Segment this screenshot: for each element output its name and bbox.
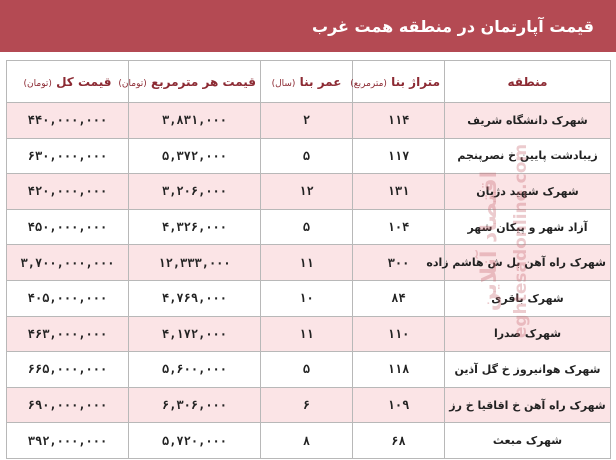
table-row bbox=[7, 138, 611, 174]
table-row bbox=[7, 280, 611, 316]
cell-total-price: ۳,۷۰۰,۰۰۰,۰۰۰ bbox=[7, 245, 129, 281]
cell-area: ۱۳۱ bbox=[353, 174, 445, 210]
cell-price-per-sqm: ۴,۷۶۹,۰۰۰ bbox=[129, 280, 261, 316]
table-row bbox=[7, 316, 611, 352]
header-total-price: قیمت کل (تومان) bbox=[7, 61, 129, 103]
cell-area: ۱۰۹ bbox=[353, 387, 445, 423]
cell-price-per-sqm: ۵,۳۷۲,۰۰۰ bbox=[129, 138, 261, 174]
table-row bbox=[7, 387, 611, 423]
cell-total-price: ۴۶۳,۰۰۰,۰۰۰ bbox=[7, 316, 129, 352]
cell-age: ۱۰ bbox=[261, 280, 353, 316]
header-region: منطقه bbox=[445, 61, 611, 103]
cell-region: شهرک راه آهن بل ش هاشم زاده bbox=[445, 245, 611, 281]
table-row bbox=[7, 352, 611, 388]
cell-area: ۳۰۰ bbox=[353, 245, 445, 281]
cell-total-price: ۴۵۰,۰۰۰,۰۰۰ bbox=[7, 209, 129, 245]
cell-price-per-sqm: ۳,۲۰۶,۰۰۰ bbox=[129, 174, 261, 210]
cell-area: ۱۰۴ bbox=[353, 209, 445, 245]
cell-total-price: ۴۲۰,۰۰۰,۰۰۰ bbox=[7, 174, 129, 210]
cell-price-per-sqm: ۱۲,۳۳۳,۰۰۰ bbox=[129, 245, 261, 281]
cell-age: ۵ bbox=[261, 138, 353, 174]
cell-total-price: ۳۹۲,۰۰۰,۰۰۰ bbox=[7, 423, 129, 459]
cell-total-price: ۶۳۰,۰۰۰,۰۰۰ bbox=[7, 138, 129, 174]
watermark-text-fa: اقتصاد آنلاین bbox=[477, 170, 502, 312]
cell-region: شهرک باقری bbox=[445, 280, 611, 316]
cell-region: شهرک شهید دژبان bbox=[445, 174, 611, 210]
cell-age: ۱۱ bbox=[261, 245, 353, 281]
table-header-row bbox=[7, 61, 611, 103]
header-price-per-sqm: قیمت هر مترمربع (تومان) bbox=[129, 61, 261, 103]
header-area: متراژ بنا (مترمربع) bbox=[353, 61, 445, 103]
cell-region: زیبادشت پایین خ نصرپنجم bbox=[445, 138, 611, 174]
cell-region: آزاد شهر و پیکان شهر bbox=[445, 209, 611, 245]
cell-age: ۲ bbox=[261, 103, 353, 139]
cell-region: شهرک هوانیروز خ گل آذین bbox=[445, 352, 611, 388]
cell-price-per-sqm: ۵,۶۰۰,۰۰۰ bbox=[129, 352, 261, 388]
cell-region: شهرک مبعث bbox=[445, 423, 611, 459]
price-table bbox=[6, 60, 611, 459]
header-area-unit: (مترمربع) bbox=[350, 78, 387, 89]
table-row bbox=[7, 174, 611, 210]
cell-age: ۵ bbox=[261, 209, 353, 245]
page-title: قیمت آپارتمان در منطقه همت غرب bbox=[0, 0, 616, 52]
header-price-per-sqm-unit: (تومان) bbox=[118, 78, 147, 89]
cell-total-price: ۴۴۰,۰۰۰,۰۰۰ bbox=[7, 103, 129, 139]
cell-region: شهرک صدرا bbox=[445, 316, 611, 352]
cell-total-price: ۴۰۵,۰۰۰,۰۰۰ bbox=[7, 280, 129, 316]
table-row bbox=[7, 245, 611, 281]
cell-area: ۱۱۴ bbox=[353, 103, 445, 139]
watermark-text-en: eghtesadonline.com bbox=[511, 143, 531, 339]
cell-area: ۱۱۸ bbox=[353, 352, 445, 388]
cell-area: ۶۸ bbox=[353, 423, 445, 459]
header-total-price-unit: (تومان) bbox=[23, 78, 52, 89]
cell-region: شهرک دانشگاه شریف bbox=[445, 103, 611, 139]
cell-total-price: ۶۹۰,۰۰۰,۰۰۰ bbox=[7, 387, 129, 423]
table-row bbox=[7, 103, 611, 139]
cell-region: شهرک راه آهن خ اقاقیا خ رز bbox=[445, 387, 611, 423]
header-age-unit: (سال) bbox=[271, 78, 296, 89]
cell-age: ۸ bbox=[261, 423, 353, 459]
cell-age: ۱۱ bbox=[261, 316, 353, 352]
cell-age: ۶ bbox=[261, 387, 353, 423]
cell-price-per-sqm: ۶,۳۰۶,۰۰۰ bbox=[129, 387, 261, 423]
cell-area: ۸۴ bbox=[353, 280, 445, 316]
cell-price-per-sqm: ۴,۳۲۶,۰۰۰ bbox=[129, 209, 261, 245]
cell-area: ۱۱۰ bbox=[353, 316, 445, 352]
cell-age: ۱۲ bbox=[261, 174, 353, 210]
cell-price-per-sqm: ۳,۸۳۱,۰۰۰ bbox=[129, 103, 261, 139]
table-row bbox=[7, 423, 611, 459]
cell-total-price: ۶۶۵,۰۰۰,۰۰۰ bbox=[7, 352, 129, 388]
cell-age: ۵ bbox=[261, 352, 353, 388]
cell-price-per-sqm: ۴,۱۷۲,۰۰۰ bbox=[129, 316, 261, 352]
table-row bbox=[7, 209, 611, 245]
cell-price-per-sqm: ۵,۷۲۰,۰۰۰ bbox=[129, 423, 261, 459]
header-age: عمر بنا (سال) bbox=[261, 61, 353, 103]
cell-area: ۱۱۷ bbox=[353, 138, 445, 174]
